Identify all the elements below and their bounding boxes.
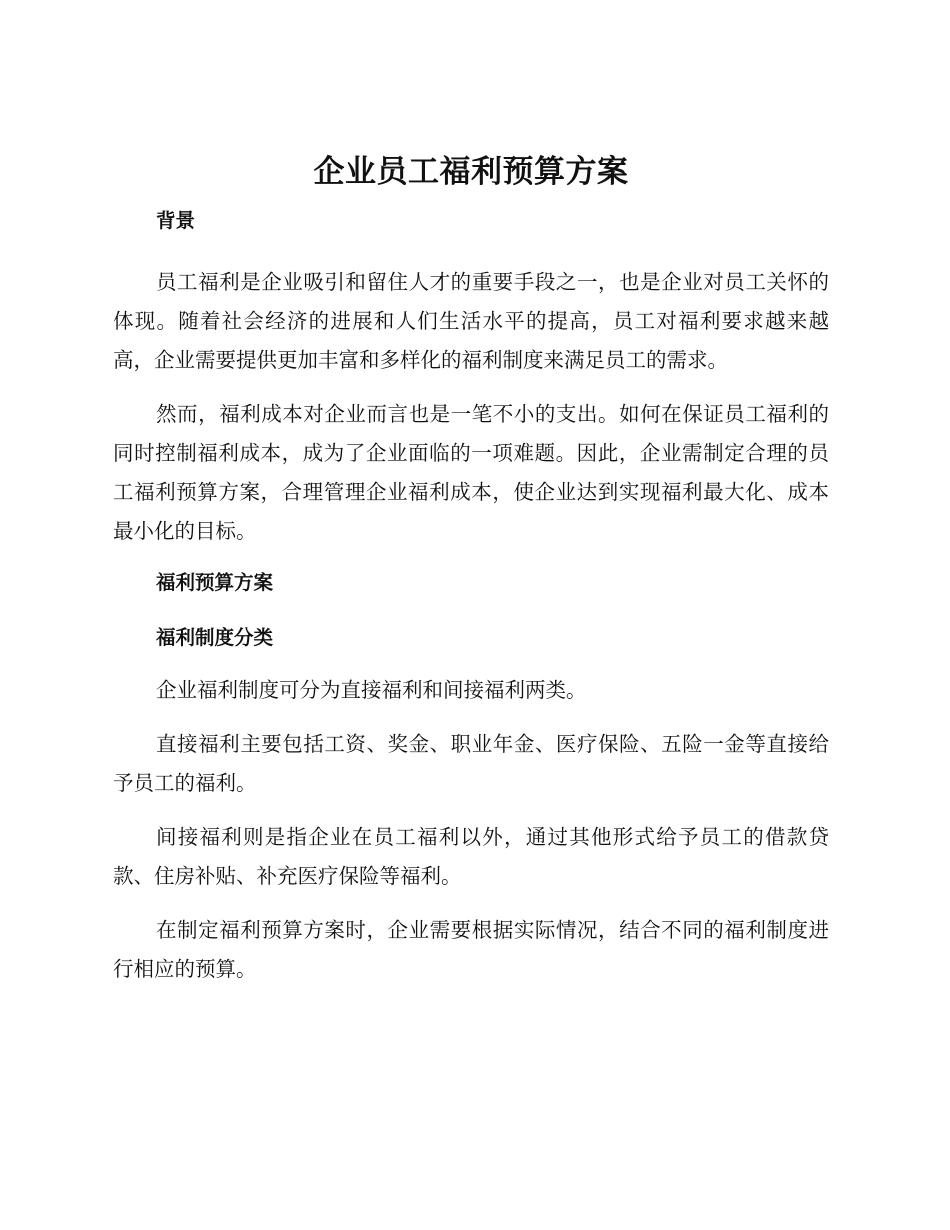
paragraph-category-4: 在制定福利预算方案时，企业需要根据实际情况，结合不同的福利制度进行相应的预算。 — [113, 918, 829, 981]
spacer — [113, 551, 829, 570]
spacer — [113, 380, 829, 395]
spacer — [113, 651, 829, 671]
section-heading-plan: 福利预算方案 — [156, 571, 274, 594]
paragraph-category-3: 间接福利则是指企业在员工福利以外，通过其他形式给予员工的借款贷款、住房补贴、补充医疗保险等福利。 — [113, 825, 829, 888]
section-heading-background: 背景 — [156, 209, 196, 232]
section-heading-category: 福利制度分类 — [156, 626, 274, 649]
spacer — [113, 803, 829, 818]
spacer — [113, 596, 829, 625]
paragraph-category-1: 企业福利制度可分为直接福利和间接福利两类。 — [156, 678, 587, 702]
paragraph-category-2: 直接福利主要包括工资、奖金、职业年金、医疗保险、五险一金等直接给予员工的福利。 — [113, 732, 829, 795]
spacer — [113, 234, 829, 263]
spacer — [113, 710, 829, 725]
document-title: 企业员工福利预算方案 — [313, 154, 629, 190]
paragraph-background-1: 员工福利是企业吸引和留住人才的重要手段之一，也是企业对员工关怀的体现。随着社会经济的进展和人们生活水平的提高，员工对福利要求越来越高，企业需要提供更加丰富和多样化的福利制度来满足员工的需求。 — [113, 270, 829, 372]
paragraph-background-2: 然而，福利成本对企业而言也是一笔不小的支出。如何在保证员工福利的同时控制福利成本，成为了企业面临的一项难题。因此，企业需制定合理的员工福利预算方案，合理管理企业福利成本，使企业达到实现福利最大化、成本最小化的目标。 — [113, 402, 829, 543]
spacer — [113, 896, 829, 911]
document-page — [113, 150, 829, 989]
